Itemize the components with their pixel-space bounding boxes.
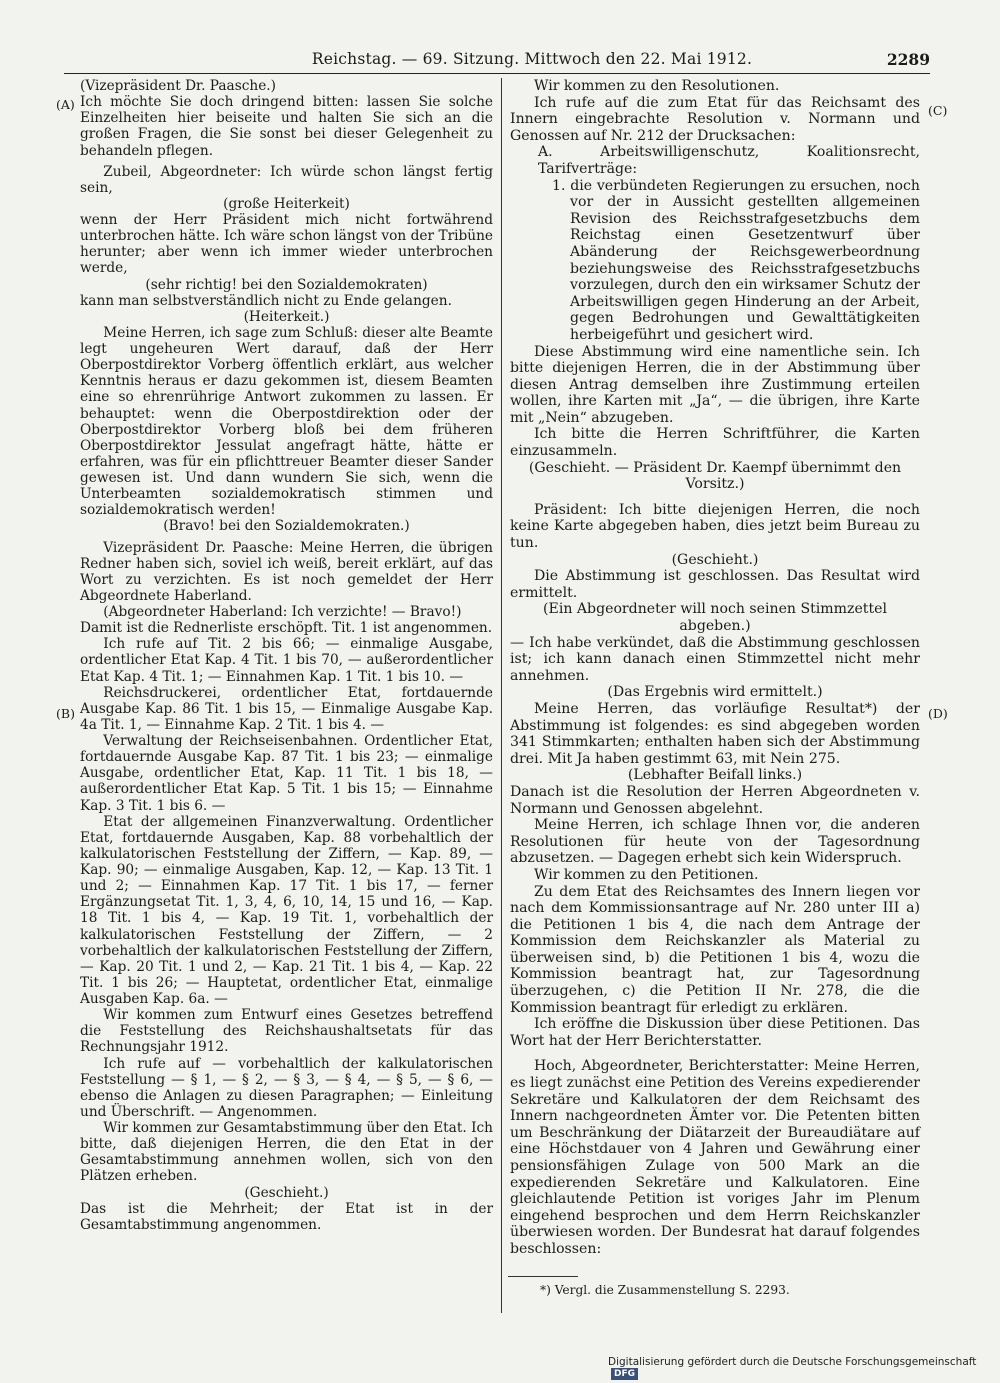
right-column xyxy=(510,78,920,1258)
dfg-logo: DFG xyxy=(611,1368,638,1380)
paragraph: Verwaltung der Reichseisenbahnen. Ordentlicher Etat, fortdauernde Ausgabe Kap. 87 Tit. 1 bis 23; — einmalige Ausgabe, ordentlicher Etat, Kap. 11 Tit. 1 bis 18, — außerordentlicher Etat Kap. 5 Tit. 1 bis 15; — Einnahme Kap. 3 Tit. 1 bis 6. — xyxy=(80,733,493,814)
paragraph: Wir kommen zu den Petitionen. xyxy=(533,866,759,883)
paragraph: Diese Abstimmung wird eine namentliche sein. Ich bitte diejenigen Herren, die in der Abstimmung über diesen Antrag demselben ihre Zustimmung erteilen wollen, ihre Karten mit „Ja“, — die übrigen, ihre Karte mit „Nein“ abzugeben. xyxy=(510,343,920,426)
paragraph: Die Abstimmung ist geschlossen. Das Resultat wird ermittelt. xyxy=(510,568,920,601)
interjection: (Geschieht.) xyxy=(671,551,759,568)
left-column xyxy=(80,78,493,1233)
paragraph: Ich möchte Sie doch dringend bitten: lassen Sie solche Einzelheiten hier beiseite und halten Sie sich an die großen Fragen, die Sie sonst bei dieser Gelegenheit zu behandeln pflegen. xyxy=(80,94,493,159)
interjection: (Das Ergebnis wird ermittelt.) xyxy=(607,684,823,701)
paragraph: Meine Herren, ich schlage Ihnen vor, die anderen Resolutionen für heute von der Tagesordnung abzusetzen. — Dagegen erhebt sich kein Widerspruch. xyxy=(510,817,920,867)
interjection: (Heiterkeit.) xyxy=(243,308,330,325)
footnote: *) Vergl. die Zusammenstellung S. 2293. xyxy=(540,1283,790,1297)
margin-marker-d: (D) xyxy=(928,706,948,721)
paragraph: Wir kommen zur Gesamtabstimmung über den Etat. Ich bitte, daß diejenigen Herren, die den Etat in der Gesamtabstimmung annehmen wollen, sich von den Plätzen erheben. xyxy=(80,1120,493,1185)
paragraph: Etat der allgemeinen Finanzverwaltung. Ordentlicher Etat, fortdauernde Ausgaben, Kap. 88 vorbehaltlich der kalkulatorischen Feststellung der Ziffern, — Kap. 89, — Kap. 90; — einmalige Ausgaben, Kap. 12, — Kap. 13 Tit. 1 und 2; — Einnahmen Kap. 17 Tit. 1 bis 17, — ferner Ergänzungsetat Tit. 1, 3, 4, 6, 10, 14, 15 und 16, — Kap. 18 Tit. 1 bis 4, — Kap. 19 Tit. 1, vorbehaltlich der kalkulatorischen Feststellung der Ziffern, — 2 vorbehaltlich der kalkulatorischen Feststellung der Ziffern, — Kap. 20 Tit. 1 und 2, — Kap. 21 Tit. 1 bis 4, — Kap. 22 Tit. 1 bis 26; — Hauptetat, ordentlicher Etat, einmalige Ausgaben Kap. 6a. — xyxy=(80,813,493,1007)
paragraph: wenn der Herr Präsident mich nicht fortwährend unterbrochen hätte. Ich wäre schon längst von der Tribüne herunter; aber wenn ich immer wieder unterbrochen werde, xyxy=(80,212,493,277)
speech-paasche: Vizepräsident Dr. Paasche: Meine Herren, die übrigen Redner haben sich, soviel ich weiß, bereit erklärt, auf das Wort zu verzichten. Es ist noch gemeldet der Herr Abgeordnete Haberland. xyxy=(80,539,493,604)
margin-marker-a: (A) xyxy=(56,97,75,112)
paragraph: Danach ist die Resolution der Herren Abgeordneten v. Normann und Genossen abgelehnt. xyxy=(510,783,920,817)
header-rule xyxy=(64,73,930,74)
running-header xyxy=(60,48,930,70)
speech-hoch: Hoch, Abgeordneter, Berichterstatter: Meine Herren, es liegt zunächst eine Petition des Vereins expedierender Sekretäre und Kalkulatoren der dem Reichsamt des Innern nachgeordneten Ämter vor. Die Petenten bitten um Beschränkung der Diätarzeit der Bureaudiätare auf eine Höchstdauer von 4 Jahren und Gewährung einer pensionsfähigen Zulage von 500 Mark an die expedierenden Sekretäre und Kalkulatoren. Eine gleichlautende Petition ist voriges Jahr im Plenum eingehend besprochen und dem Herrn Reichskanzler überwiesen worden. Der Bundesrat hat darauf folgendes beschlossen: xyxy=(510,1058,920,1257)
digitization-notice xyxy=(608,1356,1000,1380)
paragraph: — Ich habe verkündet, daß die Abstimmung geschlossen ist; ich kann danach einen Stimmzettel nicht mehr annehmen. xyxy=(510,634,920,684)
paragraph: Ich eröffne die Diskussion über diese Petitionen. Das Wort hat der Herr Berichterstatter. xyxy=(510,1016,920,1049)
paragraph: Damit ist die Rednerliste erschöpft. Tit. 1 ist angenommen. xyxy=(80,620,493,637)
paragraph: kann man selbstverständlich nicht zu Ende gelangen. xyxy=(80,292,452,309)
interjection: (Abgeordneter Haberland: Ich verzichte! — Bravo!) xyxy=(103,604,462,620)
interjection: (Geschieht. — Präsident Dr. Kaempf übernimmt den Vorsitz.) xyxy=(528,459,902,493)
interjection: (sehr richtig! bei den Sozialdemokraten) xyxy=(145,276,428,293)
page-number: 2289 xyxy=(886,50,930,69)
speaker-note: (Vizepräsident Dr. Paasche.) xyxy=(80,78,276,94)
digitization-text: Digitalisierung gefördert durch die Deutsche Forschungsgemeinschaft xyxy=(608,1356,977,1368)
footnote-rule xyxy=(508,1276,578,1277)
paragraph: Ich rufe auf die zum Etat für das Reichsamt des Innern eingebrachte Resolution v. Normann und Genossen auf Nr. 212 der Drucksachen: xyxy=(510,94,920,144)
margin-marker-c: (C) xyxy=(928,103,948,118)
paragraph: Meine Herren, ich sage zum Schluß: dieser alte Beamte legt ungeheuren Wert darauf, daß der Herr Oberpostdirektor Vorberg öffentlich erklärt, aus welcher Kenntnis heraus er dazu gekommen ist, diesem Beamten eine so ehrenrührige Antwort zukommen zu lassen. Er behauptet: wenn die Oberpostdirektion oder der Oberpostdirektor Vorberg bloß bei dem früheren Oberpostdirektor Jessulat angefragt hätte, hätte er erfahren, was für ein pflichttreuer Beamter dieser Sander gewesen ist. Und dann wundern Sie sich, wenn die Unterbeamten sozialdemokratisch stimmen und sozialdemokratisch werden! xyxy=(80,324,493,519)
speech-zubeil: Zubeil, Abgeordneter: Ich würde schon längst fertig sein, xyxy=(80,163,493,196)
interjection: (Bravo! bei den Sozialdemokraten.) xyxy=(163,518,410,535)
column-divider xyxy=(501,78,502,1313)
paragraph: Reichsdruckerei, ordentlicher Etat, fortdauernde Ausgabe Kap. 86 Tit. 1 bis 15, — Einmalige Ausgabe Kap. 4a Tit. 1, — Einnahme Kap. 2 Tit. 1 bis 4. — xyxy=(80,684,493,733)
paragraph: Wir kommen zu den Resolutionen. xyxy=(533,78,780,94)
paragraph: Zu dem Etat des Reichsamtes des Innern liegen vor nach dem Kommissionsantrage auf Nr. 280 unter III a) die Petitionen 1 bis 4, die nach dem Antrage der Kommission dem Reichskanzler als Material zu überweisen sind, b) die Petitionen 1 bis 4, wozu die Kommission beantragt hat, zur Tagesordnung überzugehen, c) die Petition II Nr. 278, die die Kommission beantragt für erledigt zu erklären. xyxy=(510,883,920,1016)
list-item: 1. die verbündeten Regierungen zu ersuchen, noch vor der in Aussicht gestellten allgemeinen Revision des Reichsstrafgesetzbuchs dem Reichstag einen Gesetzentwurf über Abänderung der Reichsgewerbeordnung beziehungsweise des Reichsstrafgesetzbuchs vorzulegen, durch den ein wirksamer Schutz der Arbeitswilligen gegen Hinderung an der Arbeit, gegen Bedrohungen und Gewalttätigkeiten herbeigeführt und gesichert wird. xyxy=(552,177,920,343)
paragraph: Ich rufe auf — vorbehaltlich der kalkulatorischen Feststellung — § 1, — § 2, — § 3, — § 4, — § 5, — § 6, — ebenso die Anlagen zu diesen Paragraphen; — Einleitung und Überschrift. — Angenommen. xyxy=(80,1055,493,1120)
interjection: (Geschieht.) xyxy=(244,1184,329,1201)
interjection: (Lebhafter Beifall links.) xyxy=(627,767,803,784)
paragraph: Das ist die Mehrheit; der Etat ist in der Gesamtabstimmung angenommen. xyxy=(80,1200,493,1233)
interjection: (Ein Abgeordneter will noch seinen Stimmzettel abgeben.) xyxy=(543,601,887,634)
paragraph: Ich bitte die Herren Schriftführer, die Karten einzusammeln. xyxy=(510,426,920,460)
margin-marker-b: (B) xyxy=(56,706,75,721)
paragraph: Wir kommen zum Entwurf eines Gesetzes betreffend die Feststellung des Reichshaushaltsetats für das Rechnungsjahr 1912. xyxy=(80,1007,493,1056)
paragraph: Ich rufe auf Tit. 2 bis 66; — einmalige Ausgabe, ordentlicher Etat Kap. 4 Tit. 1 bis 70, — außerordentlicher Etat Kap. 4 Tit. 1; — Einnahmen Kap. 1 Tit. 1 bis 10. — xyxy=(80,636,493,685)
paragraph: Meine Herren, das vorläufige Resultat*) der Abstimmung ist folgendes: es sind abgegeben worden 341 Stimmkarten; enthalten haben sich der Abstimmung drei. Mit Ja haben gestimmt 63, mit Nein 275. xyxy=(510,700,920,767)
interjection: (große Heiterkeit) xyxy=(223,195,350,212)
speech-president: Präsident: Ich bitte diejenigen Herren, die noch keine Karte abgegeben haben, dies jetzt beim Bureau zu tun. xyxy=(510,501,920,552)
list-heading: A. Arbeitswilligenschutz, Koalitionsrecht, Tarifverträge: xyxy=(538,144,920,177)
header-title: Reichstag. — 69. Sitzung. Mittwoch den 22. Mai 1912. xyxy=(311,50,753,68)
